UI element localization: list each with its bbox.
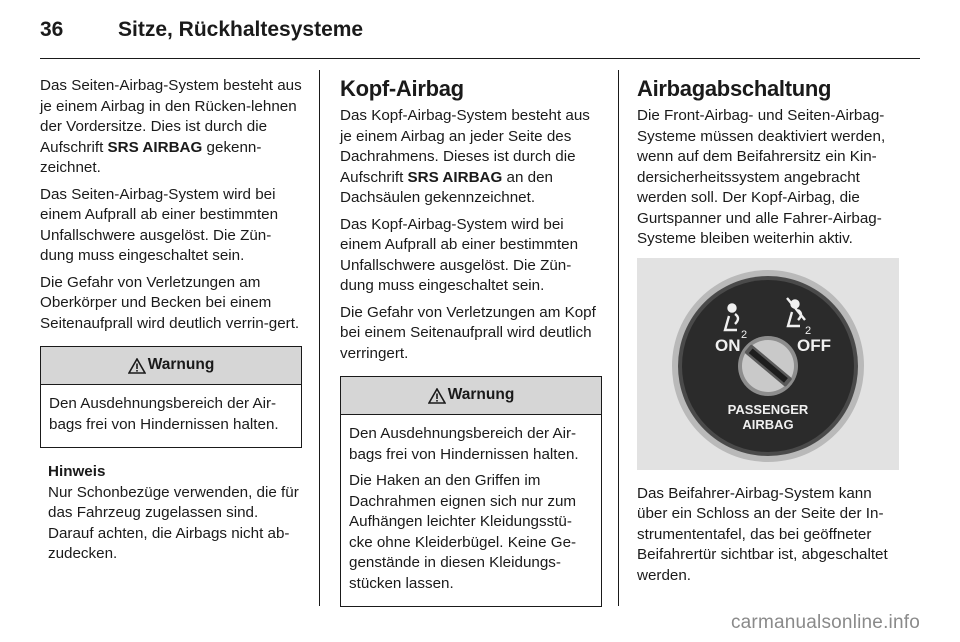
svg-text:2: 2 xyxy=(741,328,748,341)
paragraph: Die Front-Airbag- und Seiten-Airbag-Systeme müssen deaktiviert werden, wenn auf dem Beifahrersitz ein Kin-dersicherheitssystem angebracht werden soll. Der Kopf-Airbag, die Gurtspanner und alle Fahrer-Airbag-Systeme bleiben weiterhin aktiv. xyxy=(637,107,886,247)
warning-box xyxy=(40,346,302,448)
warning-body: Den Ausdehnungsbereich der Air-bags frei von Hindernissen halten. Die Haken an den Griffen im Dachrahmen eignen sich nur zum Aufhängen leichter Kleidungsstü-cke ohne Kleiderbügel. Keine Ge-genstände in diesen Kleidungs-stücken lassen. xyxy=(349,425,579,592)
header-divider xyxy=(40,58,920,59)
note-block xyxy=(40,462,304,565)
paragraph: Die Gefahr von Verletzungen am Oberkörper und Becken bei einem Seitenaufprall wird deutlich verrin-gert. xyxy=(40,273,300,332)
label-passenger: PASSENGER xyxy=(727,401,809,417)
warning-header xyxy=(341,377,601,415)
column-side-airbag xyxy=(40,76,304,565)
svg-text:2: 2 xyxy=(805,324,812,337)
paragraph: Das Kopf-Airbag-System wird bei einem Aufprall ab einer bestimmten Unfallschwere ausgelöst. Die Zün-dung muss eingeschaltet sein. xyxy=(340,215,579,294)
paragraph: Das Kopf-Airbag-System besteht aus je einem Airbag an jeder Seite des Dachrahmens. Dieses ist durch die Aufschrift SRS AIRBAG an den Dachsäulen gekennzeichnet. xyxy=(340,107,590,206)
warning-triangle-icon xyxy=(428,388,446,404)
warning-header xyxy=(41,347,301,385)
watermark: carmanualsonline.info xyxy=(730,612,920,633)
label-airbag: AIRBAG xyxy=(742,416,794,432)
section-heading: Airbagabschaltung xyxy=(637,76,832,101)
paragraph: Das Beifahrer-Airbag-System kann über ein Schloss an der Seite der In-strumententafel, das bei geöffneter Beifahrertür sichtbar ist, abgeschaltet werden. xyxy=(637,484,888,584)
page-header xyxy=(40,18,363,48)
label-off: OFF xyxy=(797,335,831,355)
column-airbag-deactivation xyxy=(637,76,901,592)
note-text: Nur Schonbezüge verwenden, die für das Fahrzeug zugelassen sind. Darauf achten, die Airbags nicht ab-zudecken. xyxy=(48,483,299,562)
page-title: Sitze, Rückhaltesysteme xyxy=(118,18,364,41)
column-divider-1 xyxy=(319,70,320,606)
column-head-airbag xyxy=(340,76,604,621)
key-switch-illustration xyxy=(637,258,899,470)
section-heading: Kopf-Airbag xyxy=(340,76,464,101)
paragraph: Die Gefahr von Verletzungen am Kopf bei einem Seitenaufprall wird deutlich verringert. xyxy=(340,303,596,362)
warning-triangle-icon xyxy=(128,358,146,374)
page-number: 36 xyxy=(40,18,64,41)
warning-title: Warnung xyxy=(447,386,515,404)
paragraph: Das Seiten-Airbag-System wird bei einem Aufprall ab einer bestimmten Unfallschwere ausgelöst. Die Zün-dung muss eingeschaltet sein. xyxy=(40,185,279,264)
note-title: Hinweis xyxy=(48,463,106,480)
column-divider-2 xyxy=(618,70,619,606)
warning-box xyxy=(340,376,602,607)
warning-title: Warnung xyxy=(147,356,215,374)
airbag-switch-photo xyxy=(637,258,899,470)
label-on: ON xyxy=(715,335,741,355)
warning-body: Den Ausdehnungsbereich der Air-bags frei von Hindernissen halten. xyxy=(49,395,279,433)
paragraph: Das Seiten-Airbag-System besteht aus je einem Airbag in den Rücken-lehnen der Vordersitze. Dies ist durch die Aufschrift SRS AIRBAG gekenn-zeichnet. xyxy=(40,77,302,176)
